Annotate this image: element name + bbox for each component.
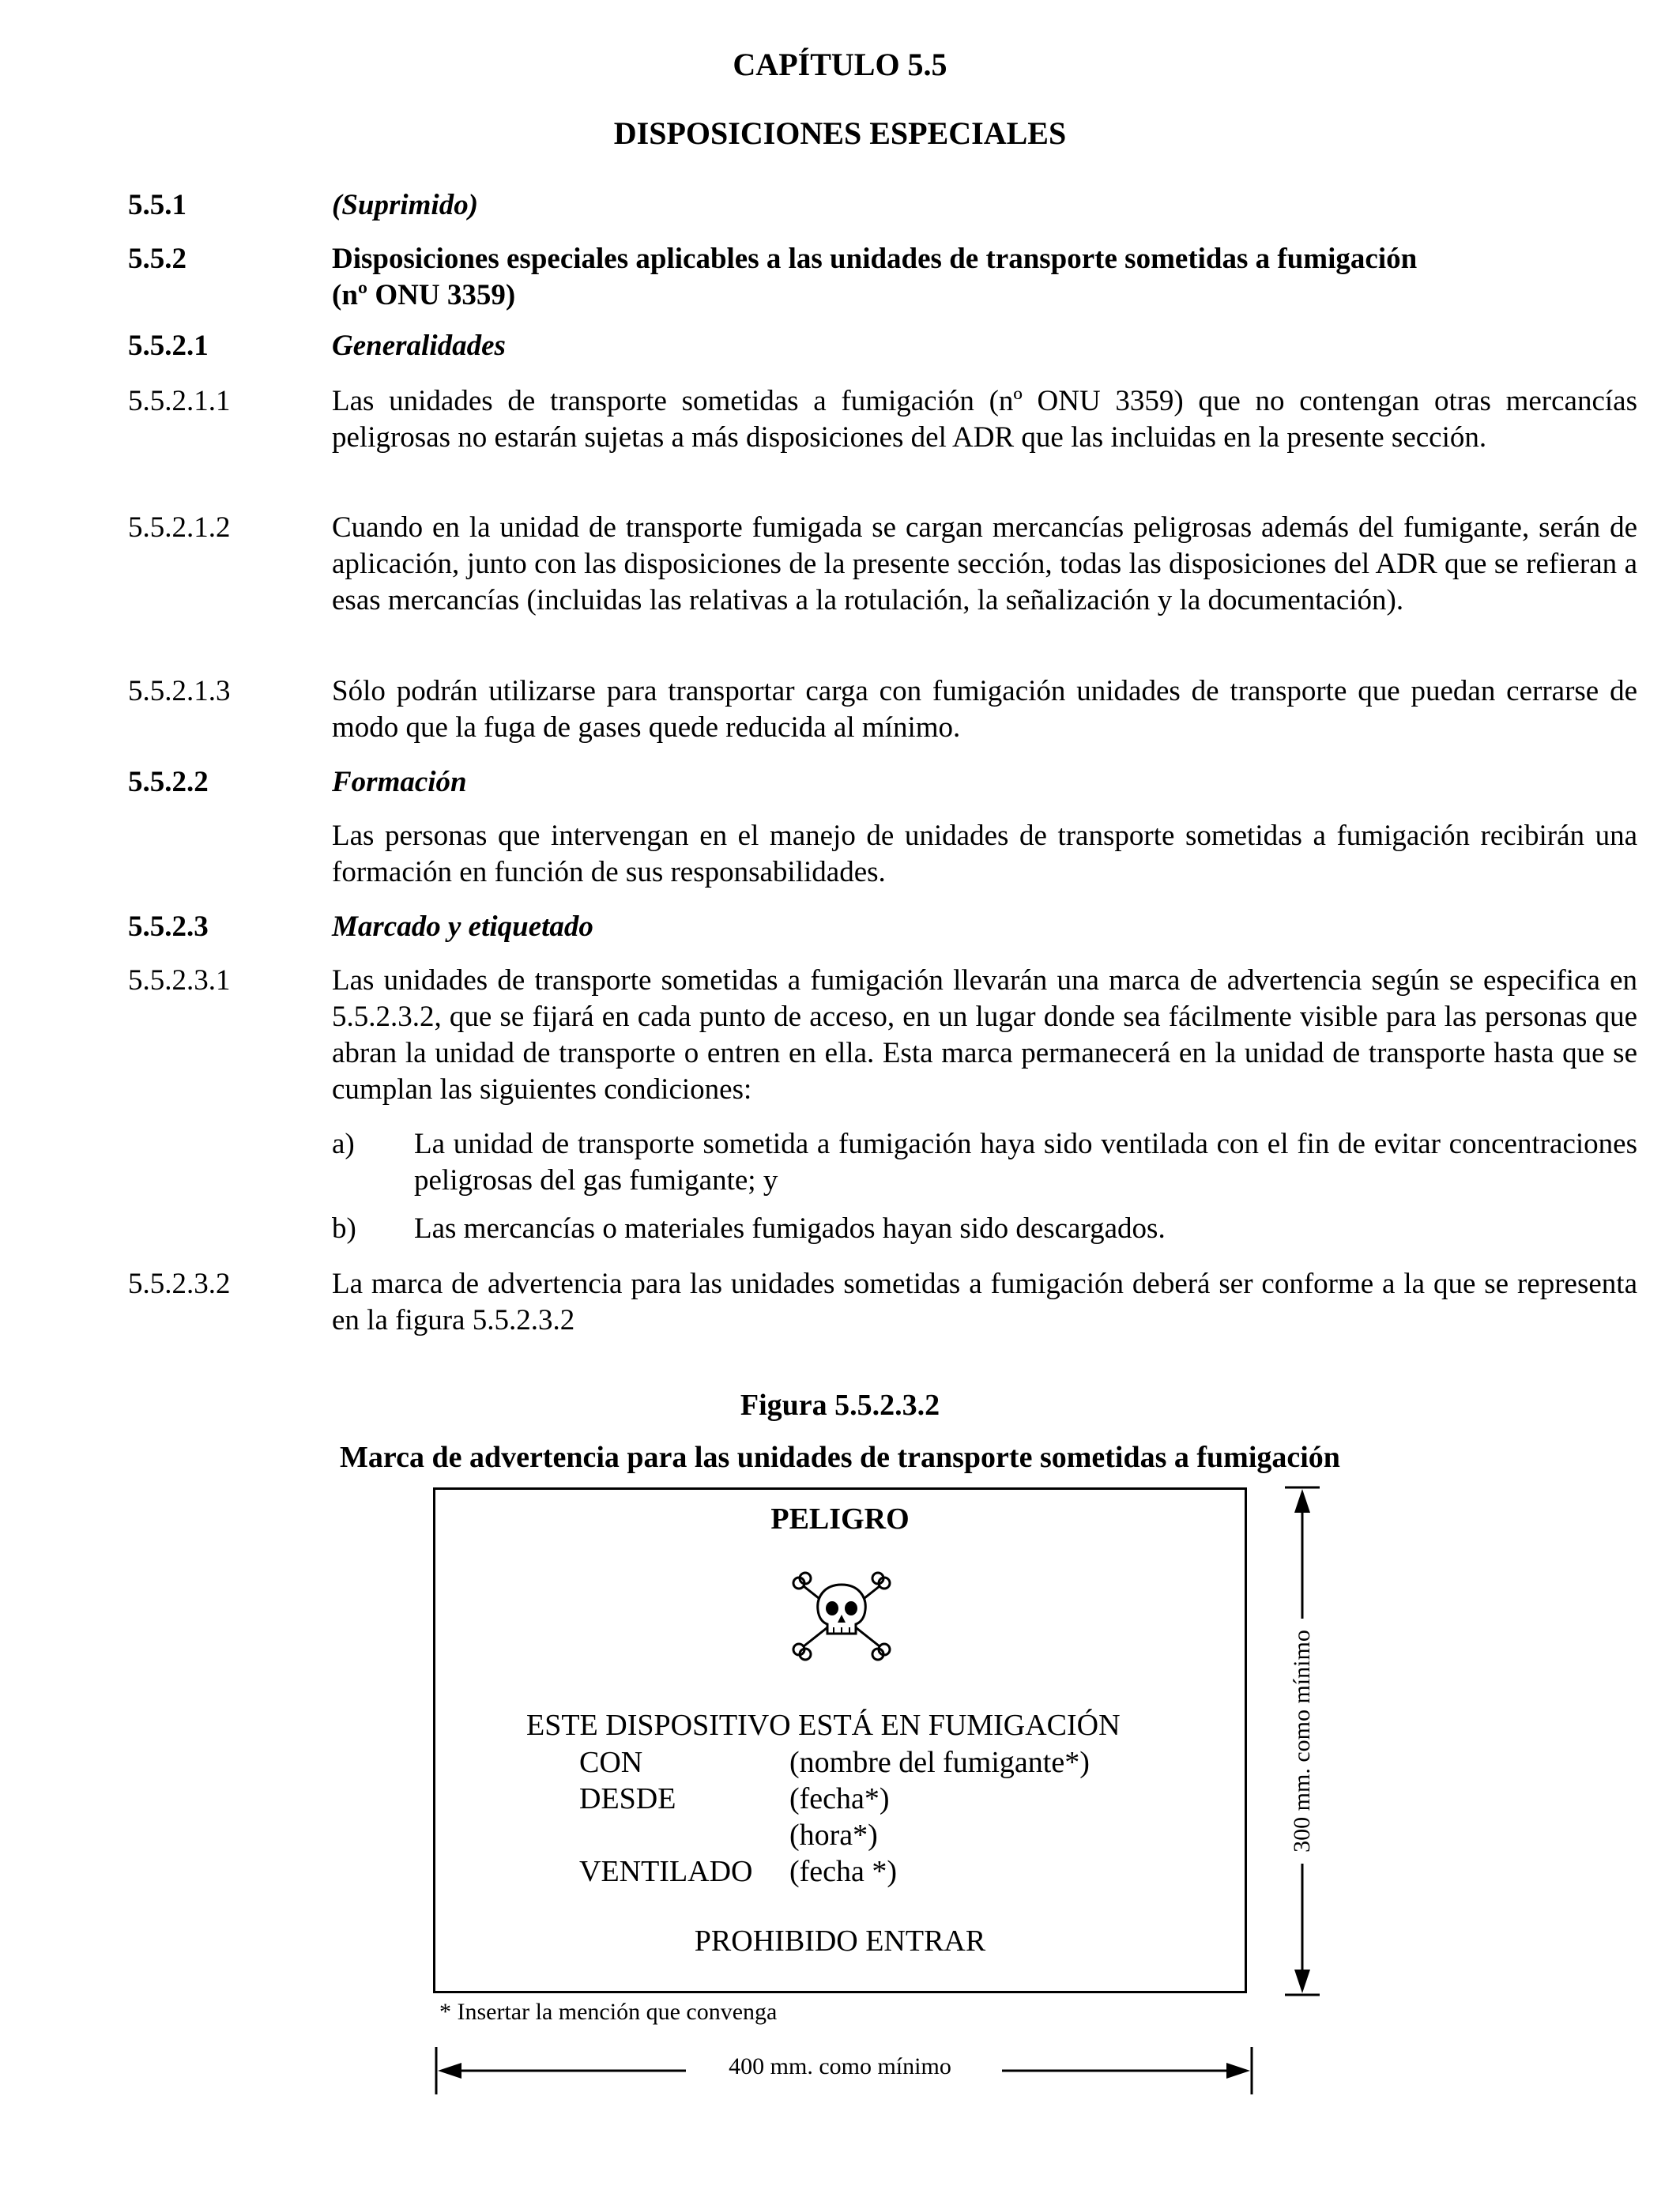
sign-row-label: CON — [579, 1746, 643, 1779]
paragraph-text: Cuando en la unidad de transporte fumigada se cargan mercancías peligrosas además del fumigante, serán de aplicación, junto con las disposiciones de la presente sección, todas las disposiciones del ADR que se refieran a esas mercancías (incluidas las relativas a la rotulación, la señalización y la documentación). — [332, 511, 1637, 616]
section-number: 5.5.1 — [128, 189, 186, 221]
chapter-title: DISPOSICIONES ESPECIALES — [613, 115, 1067, 151]
figure-label: Figura 5.5.2.3.2 — [740, 1389, 940, 1422]
width-dimension-label: 400 mm. como mínimo — [729, 2053, 951, 2079]
section-title — [332, 241, 1637, 314]
section-number: 5.5.2.1 — [128, 330, 209, 362]
section-number: 5.5.2 — [128, 243, 186, 275]
section-title-line: Disposiciones especiales aplicables a las unidades de transporte sometidas a fumigación — [332, 243, 1418, 275]
paragraph-number: 5.5.2.1.2 — [128, 511, 231, 544]
sign-row-value: (fecha*) — [789, 1782, 890, 1815]
height-dimension-label: 300 mm. como mínimo — [1289, 1630, 1315, 1853]
section-title-line: (nº ONU 3359) — [332, 279, 516, 311]
list-item-letter: a) — [332, 1128, 355, 1160]
chapter-heading: CAPÍTULO 5.5 — [733, 47, 947, 82]
list-item-text: La unidad de transporte sometida a fumigación haya sido ventilada con el fin de evitar concentraciones peligrosas del gas fumigante; y — [414, 1128, 1637, 1197]
list-item-text: Las mercancías o materiales fumigados hayan sido descargados. — [414, 1212, 1166, 1245]
paragraph-number: 5.5.2.1.3 — [128, 675, 231, 707]
figure-note: * Insertar la mención que convenga — [439, 1999, 778, 2025]
paragraph-text: Las personas que intervengan en el manejo de unidades de transporte sometidas a fumigación recibirán una formación en función de sus responsabilidades. — [332, 820, 1637, 888]
section-title: Formación — [332, 766, 467, 798]
sign-statement: ESTE DISPOSITIVO ESTÁ EN FUMIGACIÓN — [526, 1709, 1121, 1742]
paragraph-text: Las unidades de transporte sometidas a fumigación (nº ONU 3359) que no contengan otras mercancías peligrosas no estarán sujetas a más disposiciones del ADR que las incluidas en la presente sección. — [332, 385, 1637, 454]
paragraph-number: 5.5.2.1.1 — [128, 385, 231, 417]
figure-caption: Marca de advertencia para las unidades de transporte sometidas a fumigación — [340, 1441, 1340, 1474]
sign-row-value: (fecha *) — [789, 1855, 898, 1888]
sign-row-label: DESDE — [579, 1782, 676, 1815]
warning-sign — [433, 1487, 1247, 1993]
sign-row-value: (nombre del fumigante*) — [789, 1746, 1090, 1779]
skull-crossbones-icon — [786, 1567, 897, 1662]
section-number: 5.5.2.3 — [128, 910, 209, 943]
sign-prohibition-text: PROHIBIDO ENTRAR — [694, 1924, 986, 1958]
paragraph-text: La marca de advertencia para las unidades sometidas a fumigación deberá ser conforme a la que se representa en la figura 5.5.2.3.2 — [332, 1268, 1637, 1336]
sign-row-label: VENTILADO — [579, 1855, 753, 1888]
sign-row-value: (hora*) — [789, 1819, 878, 1852]
section-title: Generalidades — [332, 330, 506, 362]
list-item-letter: b) — [332, 1212, 356, 1245]
sign-danger-text: PELIGRO — [770, 1502, 910, 1536]
section-title: (Suprimido) — [332, 189, 479, 221]
section-number: 5.5.2.2 — [128, 766, 209, 798]
section-title: Marcado y etiquetado — [332, 910, 593, 943]
paragraph-number: 5.5.2.3.2 — [128, 1268, 231, 1300]
paragraph-text: Sólo podrán utilizarse para transportar carga con fumigación unidades de transporte que puedan cerrarse de modo que la fuga de gases quede reducida al mínimo. — [332, 675, 1637, 744]
paragraph-text: Las unidades de transporte sometidas a fumigación llevarán una marca de advertencia según se especifica en 5.5.2.3.2, que se fijará en cada punto de acceso, en un lugar donde sea fácilmente visible para las personas que abran la unidad de transporte o entren en ella. Esta marca permanecerá en la unidad de transporte hasta que se cumplan las siguientes condiciones: — [332, 964, 1637, 1106]
paragraph-number: 5.5.2.3.1 — [128, 964, 231, 997]
